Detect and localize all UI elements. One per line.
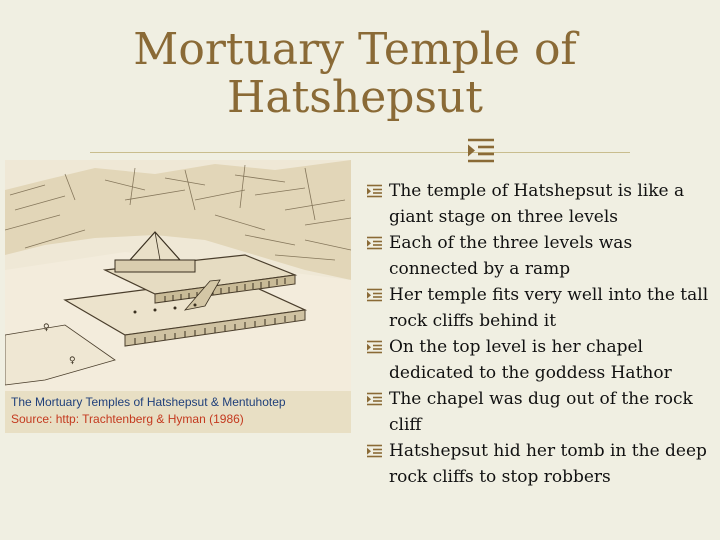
bullet-text: Each of the three levels was connected by a ramp	[389, 233, 633, 279]
lines-indent-icon	[366, 444, 383, 458]
list-item	[366, 438, 716, 490]
caption-title: The Mortuary Temples of Hatshepsut & Mentuhotep	[11, 395, 286, 409]
lines-indent-icon	[366, 236, 383, 250]
list-item	[366, 282, 716, 334]
list-item	[366, 334, 716, 386]
title-divider	[90, 152, 630, 153]
bullet-text: On the top level is her chapel dedicated to the goddess Hathor	[389, 337, 672, 383]
lines-indent-icon	[366, 184, 383, 198]
lines-indent-icon	[366, 288, 383, 302]
bullet-text: The chapel was dug out of the rock cliff	[389, 389, 693, 435]
lines-indent-icon	[366, 392, 383, 406]
list-item	[366, 386, 716, 438]
bullet-text: Her temple fits very well into the tall rock cliffs behind it	[389, 285, 709, 331]
bullet-text: The temple of Hatshepsut is like a giant stage on three levels	[389, 181, 685, 227]
temple-drawing	[5, 160, 351, 391]
list-item	[366, 178, 716, 230]
bullet-list	[366, 178, 716, 490]
lines-indent-icon	[366, 340, 383, 354]
figure-caption	[5, 391, 351, 433]
slide-title: Mortuary Temple of Hatshepsut	[133, 24, 577, 123]
svg-text:♀: ♀	[43, 323, 50, 333]
list-item	[366, 230, 716, 282]
temple-illustration	[5, 160, 351, 433]
svg-text:♀: ♀	[69, 356, 76, 366]
bullet-text: Hatshepsut hid her tomb in the deep rock cliffs to stop robbers	[389, 441, 707, 487]
caption-source: Source: http: Trachtenberg & Hyman (1986)	[11, 412, 244, 426]
lines-indent-icon	[466, 136, 496, 166]
